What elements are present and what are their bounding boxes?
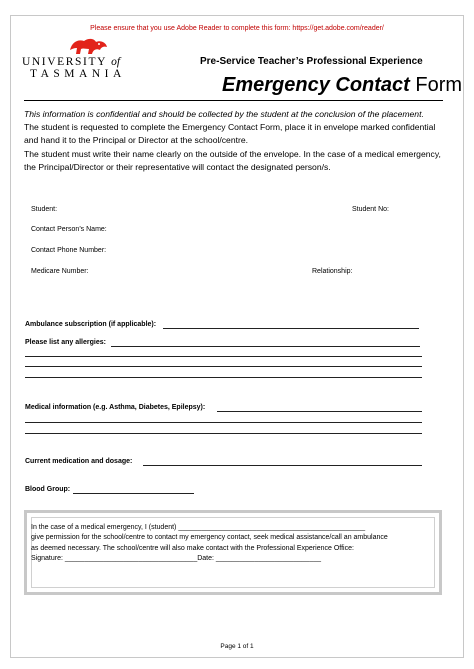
consent-line-2: give permission for the school/centre to contact my emergency contact, seek medical assistance/call an ambulance [31, 534, 388, 542]
allergies-field-line-4[interactable] [25, 377, 422, 378]
contact-name-label: Contact Person’s Name: [31, 226, 107, 233]
medicare-label: Medicare Number: [31, 268, 89, 275]
logo-line1: UNIVERSITY [22, 56, 107, 68]
form-title-italic: Emergency Contact [222, 74, 410, 96]
medical-info-field-line-3[interactable] [25, 433, 422, 434]
consent-line-3: as deemed necessary. The school/centre will also make contact with the Professional Experience Office: [31, 544, 354, 552]
intro-paragraph-3: The student must write their name clearly on the outside of the envelope. In the case of a medical emergency, the Principal/Director or their representative will contact the designated person/s. [24, 148, 441, 172]
blood-group-label: Blood Group: [25, 486, 71, 493]
student-no-label: Student No: [352, 206, 389, 213]
medical-info-field-line-2[interactable] [25, 422, 422, 423]
form-title-rest: Form [409, 74, 463, 96]
allergies-field-line-1[interactable] [111, 346, 420, 347]
intro-paragraph-2: The student is requested to complete the Emergency Contact Form, place it in envelope marked confidential and hand it to the Principal or Director at the school/centre. [24, 122, 436, 146]
student-label: Student: [31, 206, 58, 213]
allergies-field-line-3[interactable] [25, 366, 422, 367]
logo-of: of [111, 56, 121, 68]
intro-paragraph-1: This information is confidential and should be collected by the student at the conclusion of the placement. [24, 109, 424, 119]
blood-group-field[interactable] [73, 493, 194, 494]
consent-line-4[interactable]: Signature: __________________________________Date: ___________________________ [31, 555, 322, 563]
page-number: Page 1 of 1 [220, 643, 254, 650]
adobe-reader-notice: Please ensure that you use Adobe Reader to complete this form: https://get.adobe.com/reader/ [90, 25, 384, 32]
medical-info-label: Medical information (e.g. Asthma, Diabetes, Epilepsy): [25, 404, 206, 411]
medical-info-field-line-1[interactable] [217, 411, 422, 412]
intro-text [24, 108, 448, 174]
lion-crest-icon [66, 36, 110, 56]
allergies-label: Please list any allergies: [25, 339, 106, 346]
relationship-label: Relationship: [312, 268, 353, 275]
consent-text [31, 523, 431, 565]
form-title [222, 74, 462, 97]
allergies-field-line-2[interactable] [25, 356, 422, 357]
contact-phone-label: Contact Phone Number: [31, 247, 107, 254]
medication-field[interactable] [143, 465, 422, 466]
consent-line-1[interactable]: In the case of a medical emergency, I (student) ________________________________________________ [31, 524, 366, 531]
form-subtitle: Pre-Service Teacher’s Professional Experience [200, 56, 423, 67]
ambulance-label: Ambulance subscription (if applicable): [25, 321, 157, 328]
medication-label: Current medication and dosage: [25, 458, 133, 465]
university-logo [22, 36, 162, 81]
header-divider [24, 100, 443, 101]
ambulance-field[interactable] [163, 328, 419, 329]
logo-line2: TASMANIA [30, 68, 126, 80]
